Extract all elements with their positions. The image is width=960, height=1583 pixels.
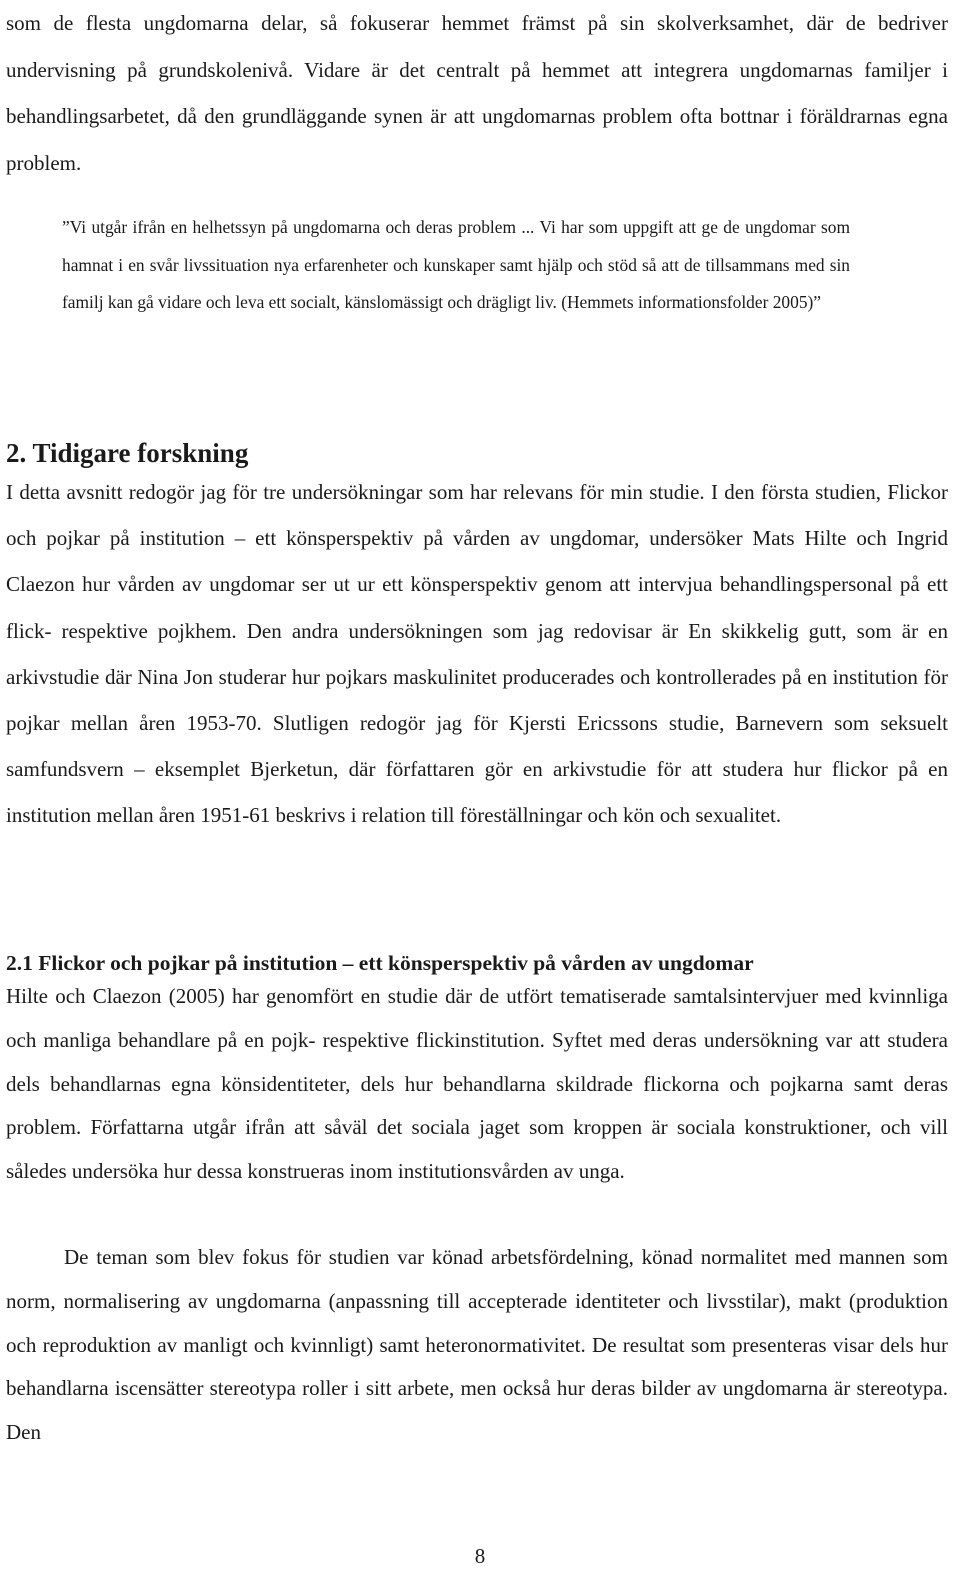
page-number: 8 xyxy=(474,1544,486,1568)
subsection-heading: 2.1 Flickor och pojkar på institution – ett könsperspektiv på vården av ungdomar xyxy=(6,951,754,975)
section-paragraph: I detta avsnitt redogör jag för tre undersökningar som har relevans för min studie. I den första studien, Flickor och pojkar på institution – ett könsperspektiv på vården av ungdomar, undersöker Mats Hilte och Ingrid Claezon hur vården av ungdomar ser ut ur ett könsperspektiv genom att intervjua behandlingspersonal på ett flick- respektive pojkhem. Den andra undersökningen som jag redovisar är En skikkelig gutt, som är en arkivstudie där Nina Jon studerar hur pojkars maskulinitet producerades och kontrollerades på en institution för pojkar mellan åren 1953-70. Slutligen redogör jag för Kjersti Ericssons studie, Barnevern som seksuelt samfundsvern – eksemplet Bjerketun, där författaren gör en arkivstudie för att studera hur flickor på en institution mellan åren 1951-61 beskrivs i relation till föreställningar och kön och sexualitet. xyxy=(6,480,948,828)
block-quote: ”Vi utgår ifrån en helhetssyn på ungdomarna och deras problem ... Vi har som uppgift att ge de ungdomar som hamnat i en svår livssituation nya erfarenheter och kunskaper samt hjälp och stöd så att de tillsammans med sin familj kan gå vidare och leva ett socialt, känslomässigt och drägligt liv. (Hemmets informationsfolder 2005)” xyxy=(62,217,850,312)
section-heading: 2. Tidigare forskning xyxy=(6,438,249,468)
subsection-paragraph-2: De teman som blev fokus för studien var könad arbetsfördelning, könad normalitet med mannen som norm, normalisering av ungdomarna (anpassning till accepterade identiteter och livsstilar), makt (produktion och reproduktion av manligt och kvinnligt) samt heteronormativitet. De resultat som presenteras visar dels hur behandlarna iscensätter stereotypa roller i sitt arbete, men också hur deras bilder av ungdomarna är stereotypa. Den xyxy=(6,1245,948,1445)
subsection-paragraph-1: Hilte och Claezon (2005) har genomfört en studie där de utfört tematiserade samtalsintervjuer med kvinnliga och manliga behandlare på en pojk- respektive flickinstitution. Syftet med deras undersökning var att studera dels behandlarnas egna könsidentiteter, dels hur behandlarna skildrade flickorna och pojkarna samt deras problem. Författarna utgår ifrån att såväl det sociala jaget som kroppen är sociala konstruktioner, och vill således undersöka hur dessa konstrueras inom institutionsvården av unga. xyxy=(6,984,948,1184)
intro-paragraph: som de flesta ungdomarna delar, så fokuserar hemmet främst på sin skolverksamhet, där de bedriver undervisning på grundskolenivå. Vidare är det centralt på hemmet att integrera ungdomarnas familjer i behandlingsarbetet, då den grundläggande synen är att ungdomarnas problem ofta bottnar i föräldrarnas egna problem. xyxy=(6,11,948,175)
